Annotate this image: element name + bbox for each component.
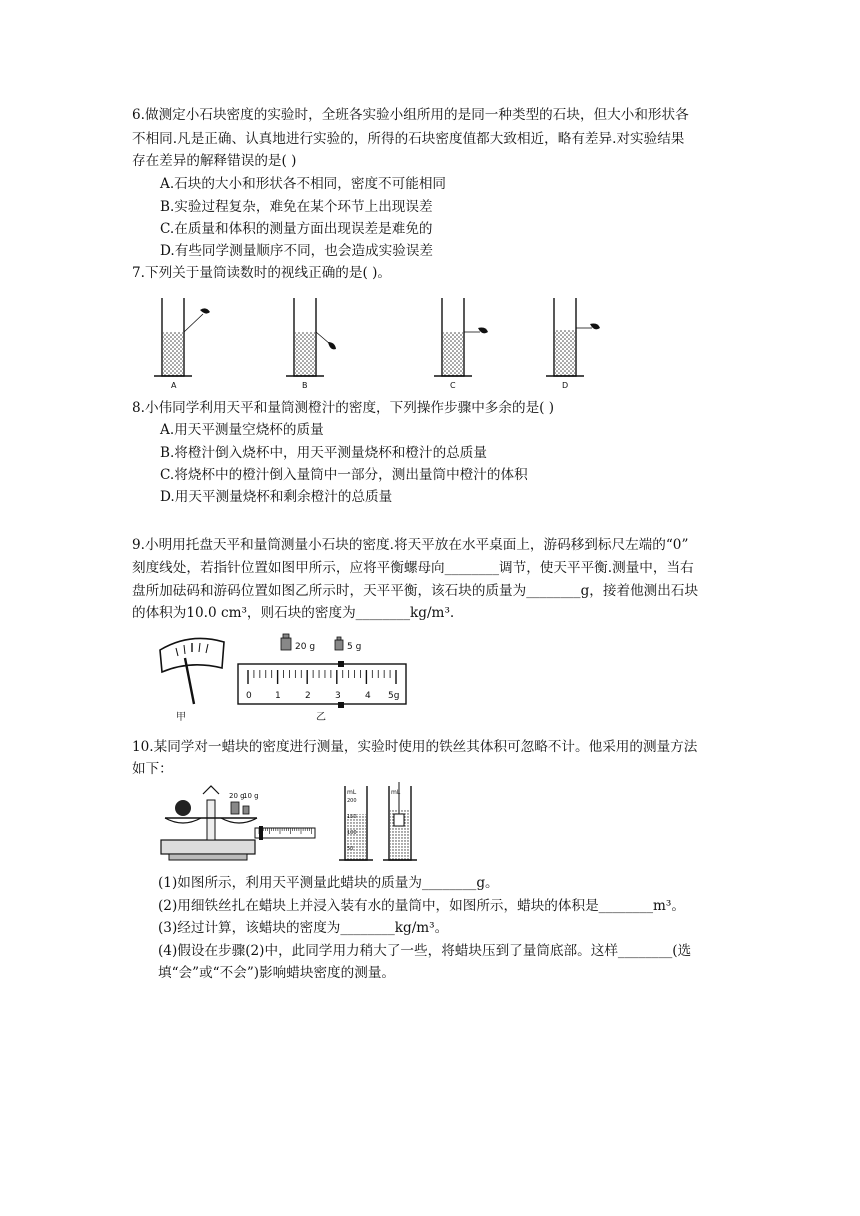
eye-icon <box>200 308 210 313</box>
q10-stem-line-2: 如下： <box>132 761 173 777</box>
q9-stem-line-2: 刻度线处，若指针位置如图甲所示，应将平衡螺母向________调节，使天平平衡.测量中，当右 <box>132 560 694 576</box>
weight-20g-label: 20 g <box>295 642 316 652</box>
cylinder-a <box>154 298 210 376</box>
cyl1-unit: mL <box>347 789 357 796</box>
scale-label-1: 1 <box>275 691 281 701</box>
q8-option-b: B.将橙汁倒入烧杯中，用天平测量烧杯和橙汁的总质量 <box>160 445 487 461</box>
label-a: A <box>171 381 177 390</box>
label-d: D <box>562 381 569 390</box>
scale-label-2: 2 <box>305 691 311 701</box>
q6-stem-line-3: 存在差异的解释错误的是( ) <box>132 153 297 169</box>
scale-label-5: 5g <box>388 691 400 701</box>
q10-stem-line-1: 10.某同学对一蜡块的密度进行测量，实验时使用的铁丝其体积可忽略不计。他采用的测量方法 <box>132 739 698 755</box>
q6-option-b: B.实验过程复杂，难免在某个环节上出现误差 <box>160 199 433 215</box>
scale-label-0: 0 <box>246 691 252 701</box>
q6-stem-line-2: 不相同.凡是正确、认真地进行实验的，所得的石块密度值都大致相近，略有差异.对实验结果 <box>132 131 685 147</box>
weight-10g-label: 10 g <box>243 792 259 800</box>
q8-stem: 8.小伟同学利用天平和量筒测橙汁的密度，下列操作步骤中多余的是( ) <box>132 400 555 416</box>
weight-10g <box>243 806 249 814</box>
eye-icon <box>590 324 600 330</box>
scale-label-3: 3 <box>335 691 341 701</box>
rider-top <box>338 661 344 667</box>
q8-option-a: A.用天平测量空烧杯的质量 <box>160 422 324 438</box>
cylinder-d <box>546 298 600 376</box>
q7-stem: 7.下列关于量筒读数时的视线正确的是( )。 <box>132 265 391 281</box>
wax-block <box>394 814 404 826</box>
cylinder-c <box>434 298 488 376</box>
cyl2-unit: mL <box>391 789 401 796</box>
weight-20g-label: 20 g <box>229 792 245 800</box>
q6-option-a: A.石块的大小和形状各不相同，密度不可能相同 <box>160 176 447 192</box>
rider <box>259 826 263 840</box>
q10-part-3: (3)经过计算，该蜡块的密度为________kg/m³。 <box>158 920 449 936</box>
cyl1-tick-50: 50 <box>347 846 354 852</box>
rider-scale <box>238 661 406 708</box>
cyl1-tick-200: 200 <box>347 798 357 804</box>
weight-5g <box>335 637 343 650</box>
weight-20g <box>281 634 291 650</box>
label-c: C <box>450 381 456 390</box>
cyl1-tick-100: 100 <box>347 830 357 836</box>
q8-option-c: C.将烧杯中的橙汁倒入量筒中一部分，测出量筒中橙汁的体积 <box>160 467 528 483</box>
q7-cylinders-figure <box>150 292 620 392</box>
q9-stem-line-3: 盘所加砝码和游码位置如图乙所示时，天平平衡，该石块的质量为________g，接着他测出石块 <box>132 583 699 599</box>
q8-option-d: D.用天平测量烧杯和剩余橙汁的总质量 <box>160 489 393 505</box>
q10-balance-cylinders-figure <box>155 780 425 866</box>
q9-balance-figure <box>150 628 420 724</box>
rider-bottom <box>338 702 344 708</box>
q9-stem-line-4: 的体积为10.0 cm³，则石块的密度为________kg/m³. <box>132 605 455 621</box>
q6-option-d: D.有些同学测量顺序不同，也会造成实验误差 <box>160 243 434 259</box>
eye-icon <box>328 342 336 349</box>
wax-block <box>175 800 191 816</box>
q6-option-c: C.在质量和体积的测量方面出现误差是难免的 <box>160 221 433 237</box>
scale-label-4: 4 <box>365 691 371 701</box>
q6-stem-line-1: 6.做测定小石块密度的实验时，全班各实验小组所用的是同一种类型的石块，但大小和形状各 <box>132 107 689 123</box>
pointer-dial <box>160 638 224 704</box>
fig-yi-label: 乙 <box>316 712 326 723</box>
eye-icon <box>478 328 488 334</box>
cylinder-b <box>286 298 336 376</box>
label-b: B <box>302 381 308 390</box>
weight-5g-label: 5 g <box>347 642 362 652</box>
q10-part-2: (2)用细铁丝扎在蜡块上并浸入装有水的量筒中，如图所示，蜡块的体积是________m³。 <box>158 898 685 914</box>
q10-part-4: (4)假设在步骤(2)中，此同学用力稍大了一些，将蜡块压到了量筒底部。这样________(选 <box>158 943 692 959</box>
q9-stem-line-1: 9.小明用托盘天平和量筒测量小石块的密度.将天平放在水平桌面上，游码移到标尺左端的“0” <box>132 537 689 553</box>
q10-part-5: 填“会”或“不会”)影响蜡块密度的测量。 <box>158 965 396 981</box>
q10-part-1: (1)如图所示，利用天平测量此蜡块的质量为________g。 <box>158 875 499 891</box>
fig-jia-label: 甲 <box>176 712 186 723</box>
cyl1-tick-150: 150 <box>347 814 357 820</box>
weight-20g <box>231 802 239 814</box>
